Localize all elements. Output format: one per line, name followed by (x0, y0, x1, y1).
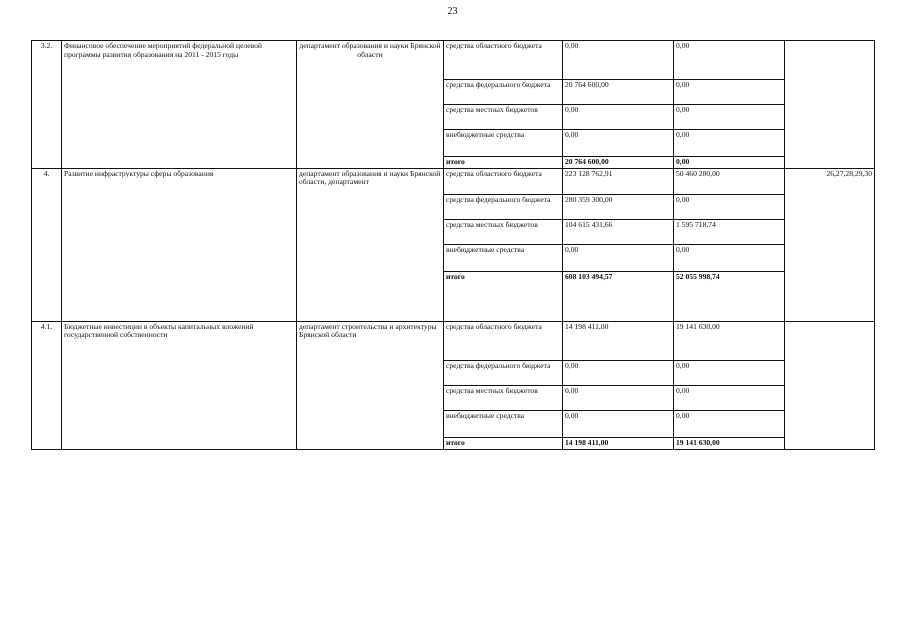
table-row (32, 41, 875, 80)
source-label: средства местных бюджетов (444, 105, 563, 130)
amount-cell: 0,00 (563, 360, 674, 385)
amount-cell: 0,00 (674, 105, 785, 130)
table-row (32, 168, 875, 194)
amount-cell: 280 359 300,00 (563, 194, 674, 219)
amount-cell: 0,00 (674, 244, 785, 271)
amount-cell: 0,00 (563, 244, 674, 271)
row-number: 4. (32, 168, 62, 321)
amount-cell: 0,00 (674, 194, 785, 219)
amount-cell: 0,00 (674, 80, 785, 105)
source-label: внебюджетные средства (444, 410, 563, 437)
total-label: итого (444, 271, 563, 321)
amount-cell: 0,00 (674, 41, 785, 80)
amount-cell: 0,00 (563, 41, 674, 80)
amount-cell: 14 198 411,00 (563, 321, 674, 360)
source-label: средства областного бюджета (444, 168, 563, 194)
total-amount: 20 764 600,00 (563, 157, 674, 169)
activity-name: Финансовое обеспечение мероприятий федеральной целевой программы развития образования на 2011 - 2015 годы (62, 41, 297, 169)
source-label: средства федерального бюджета (444, 194, 563, 219)
amount-cell: 0,00 (563, 410, 674, 437)
source-label: средства местных бюджетов (444, 385, 563, 410)
source-label: внебюджетные средства (444, 130, 563, 157)
executor: департамент строительства и архитектуры Брянской области (297, 321, 444, 449)
amount-cell: 20 764 600,00 (563, 80, 674, 105)
total-amount: 0,00 (674, 157, 785, 169)
indicator-codes (785, 41, 875, 169)
total-label: итого (444, 157, 563, 169)
executor: департамент образования и науки Брянской области (297, 41, 444, 169)
activity-name: Развитие инфраструктуры сферы образования (62, 168, 297, 321)
source-label: средства местных бюджетов (444, 219, 563, 244)
page-number: 23 (447, 6, 458, 17)
total-label: итого (444, 437, 563, 449)
amount-cell: 0,00 (563, 105, 674, 130)
source-label: средства областного бюджета (444, 41, 563, 80)
amount-cell: 0,00 (563, 130, 674, 157)
amount-cell: 0,00 (674, 410, 785, 437)
amount-cell: 0,00 (674, 360, 785, 385)
row-number: 4.1. (32, 321, 62, 449)
total-amount: 19 141 630,00 (674, 437, 785, 449)
amount-cell: 50 460 280,00 (674, 168, 785, 194)
indicator-codes (785, 321, 875, 449)
indicator-codes: 26,27,28,29,30 (785, 168, 875, 321)
source-label: внебюджетные средства (444, 244, 563, 271)
total-amount: 52 055 998,74 (674, 271, 785, 321)
budget-table (31, 40, 875, 450)
activity-name: Бюджетные инвестиции в объекты капитальных вложений государственной собственности (62, 321, 297, 449)
amount-cell: 0,00 (674, 385, 785, 410)
total-amount: 14 198 411,00 (563, 437, 674, 449)
source-label: средства федерального бюджета (444, 80, 563, 105)
source-label: средства областного бюджета (444, 321, 563, 360)
amount-cell: 19 141 630,00 (674, 321, 785, 360)
row-number: 3.2. (32, 41, 62, 169)
executor: департамент образования и науки Брянской области, департамент (297, 168, 444, 321)
total-amount: 608 103 494,57 (563, 271, 674, 321)
amount-cell: 104 615 431,66 (563, 219, 674, 244)
amount-cell: 0,00 (563, 385, 674, 410)
amount-cell: 0,00 (674, 130, 785, 157)
amount-cell: 223 128 762,91 (563, 168, 674, 194)
table-row (32, 321, 875, 360)
source-label: средства федерального бюджета (444, 360, 563, 385)
amount-cell: 1 595 718,74 (674, 219, 785, 244)
